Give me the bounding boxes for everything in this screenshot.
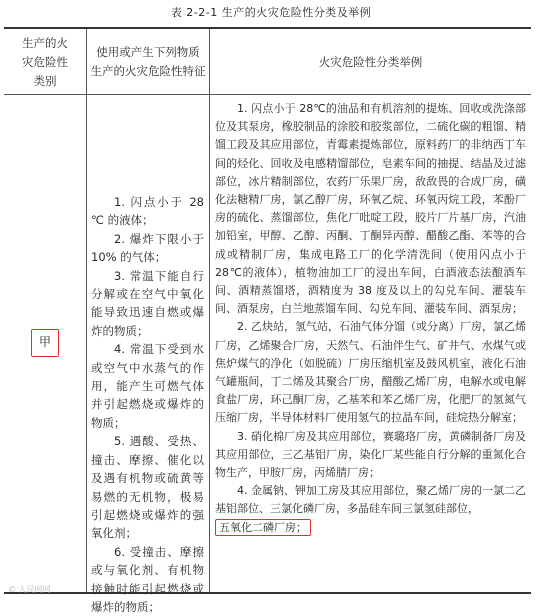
category-cell <box>4 95 86 594</box>
column-divider <box>86 29 87 592</box>
feature-item: 6. 受撞击、摩擦或与氧化剂、有机物接触时能引起燃烧或爆炸的物质； <box>91 544 204 614</box>
header-features: 使用或产生下列物质 生产的火灾危险性特征 <box>90 45 206 78</box>
header-category: 生产的火 灾危险性 类别 <box>22 35 68 88</box>
example-item: 2. 乙炔站，氢气站，石油气体分馏（或分离）厂房，氯乙烯厂房，乙烯聚合厂房，天然气、石油伴生气、矿井气、水煤气或焦炉煤气的净化（如脱硫）厂房压缩机室及鼓风机室，液化石油气罐瓶间，丁二烯及其聚合厂房，醋酸乙烯厂房，电解水或电解食盐厂房，环己酮厂房，乙基苯和苯乙烯厂房，化肥厂的氢氮气压缩厂房，半导体材料厂使用氢气的拉晶车间，硅烷热分解室； <box>215 320 526 425</box>
highlight-box: 五氧化二磷厂房； <box>215 519 311 536</box>
header-examples: 火灾危险性分类举例 <box>318 54 423 69</box>
features-cell <box>91 193 204 616</box>
feature-item: 5. 遇酸、受热、撞击、摩擦、催化以及遇有机物或硫黄等易燃的无机物，极易引起燃烧或爆炸的强氧化剂； <box>91 434 204 541</box>
table-caption: 表 2-2-1 生产的火灾危险性分类及举例 <box>170 6 372 19</box>
example-item: 4. 金属钠、钾加工房及其应用部位，聚乙烯厂房的一氯二乙基铝部位、三氯化磷厂房，多晶硅车间三氯氢硅部位， <box>215 484 526 516</box>
example-item: 3. 硝化棉厂房及其应用部位，赛璐珞厂房，黄磷制备厂房及其应用部位，三乙基铝厂房，染化厂某些能自行分解的重氮化合物生产，甲胺厂房，丙烯腈厂房； <box>215 429 526 480</box>
feature-item: 4. 常温下受到水或空气中水蒸气的作用，能产生可燃气体并引起燃烧或爆炸的物质； <box>91 342 204 430</box>
feature-item: 2. 爆炸下限小于 10% 的气体； <box>91 231 204 265</box>
fire-hazard-table <box>4 27 531 614</box>
column-divider <box>209 29 210 592</box>
watermark: © 人民网网 <box>8 585 51 594</box>
table-header <box>4 29 531 95</box>
examples-cell <box>215 100 526 537</box>
category-highlight-box <box>31 329 59 357</box>
feature-item: 3. 常温下能自行分解或在空气中氧化能导致迅速自燃或爆炸的物质； <box>91 268 204 338</box>
category-label: 甲 <box>38 335 51 350</box>
example-item: 1. 闪点小于 28℃的油品和有机溶剂的提炼、回收或洗涤部位及其泵房，橡胶制品的涂胶和胶浆部位，二硫化碳的粗馏、精馏工段及其应用部位，青霉素提炼部位，原料药厂的非纳西丁车间的烃化、回收及电感精馏部位，皂素车间的抽提、结晶及过滤部位，冰片精制部位，农药厂乐果厂房，敌敌畏的合成厂房，磺化法糖精厂房，氯乙醇厂房，环氧乙烷、环氧丙烷工段，苯酚厂房的硫化、蒸馏部位，焦化厂吡啶工段，胶片厂片基厂房，汽油加铅室，甲醇、乙醇、丙酮、丁酮异丙醇、醋酸乙酯、苯等的合成或精制厂房，集成电路工厂的化学清洗间（使用闪点小于 28℃的液体），植物油加工厂的浸出车间，白酒液态法酿酒车间、酒精蒸馏塔，酒精度为 38 度及以上的勾兑车间、灌装车间、酒泵房，白兰地蒸馏车间、勾兑车间、灌装车间、酒泵房； <box>215 102 526 316</box>
example-item-last <box>215 519 526 537</box>
feature-item: 1. 闪点小于 28 ℃ 的液体； <box>91 195 204 228</box>
